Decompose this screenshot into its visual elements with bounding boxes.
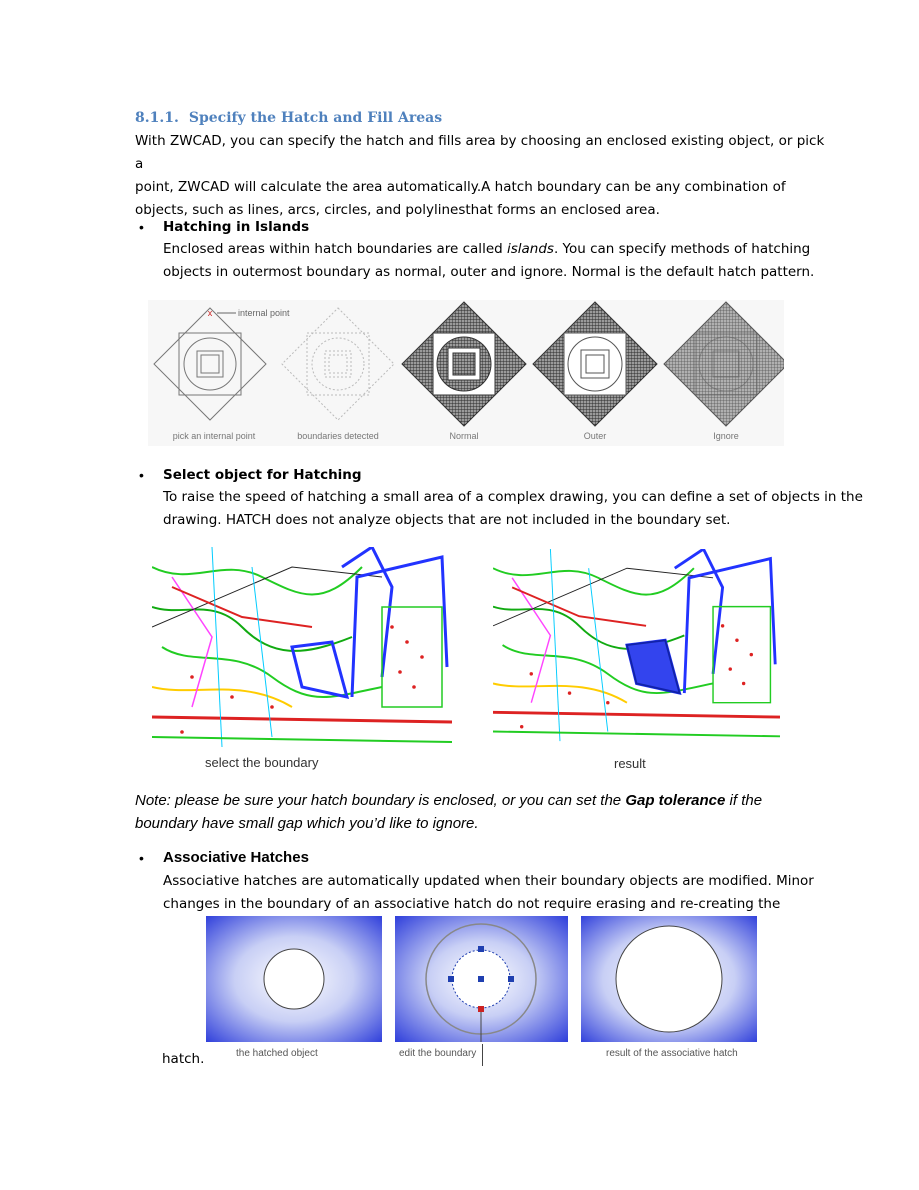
caption-hatched-object: the hatched object xyxy=(236,1048,318,1059)
section-number: 8.1.1. xyxy=(135,110,179,126)
island-circle xyxy=(264,949,324,1009)
result-circle xyxy=(616,926,722,1032)
associative-line: changes in the boundary of an associative hatch do not require erasing and re-creating the xyxy=(163,896,781,912)
associative-title: Associative Hatches xyxy=(163,849,309,866)
bullet-dot: • xyxy=(139,219,144,235)
caption-associative-result: result of the associative hatch xyxy=(606,1048,738,1059)
bullet-dot: • xyxy=(139,467,144,483)
assoc-result-image xyxy=(581,916,757,1042)
intro-line: With ZWCAD, you can specify the hatch and fills area by choosing an enclosed existing object, or pick a xyxy=(135,133,825,172)
section-heading xyxy=(135,110,442,126)
associative-line: Associative hatches are automatically updated when their boundary objects are modified. Minor xyxy=(163,873,814,889)
islands-figure xyxy=(148,300,784,446)
map-select-boundary-image xyxy=(152,547,452,750)
islands-paragraph xyxy=(163,238,863,284)
islands-title: Hatching in Islands xyxy=(163,219,310,235)
intro-paragraph xyxy=(135,130,835,222)
edit-pointer-line xyxy=(482,1044,483,1066)
note-paragraph: Note: please be sure your hatch boundary is enclosed, or you can set the Gap tolerance if the boundary have small gap which you’d like to ignore. xyxy=(135,792,763,832)
select-object-paragraph xyxy=(163,486,863,532)
section-title: Specify the Hatch and Fill Areas xyxy=(188,110,443,126)
caption-result: result xyxy=(614,756,646,771)
associative-paragraph xyxy=(163,870,863,916)
hatch-last-word: hatch. xyxy=(162,1051,205,1067)
assoc-hatched-object-image xyxy=(206,916,382,1042)
gap-tolerance-term: Gap tolerance xyxy=(625,792,726,809)
select-object-line: To raise the speed of hatching a small area of a complex drawing, you can define a set of objects in the xyxy=(163,489,863,505)
select-object-title: Select object for Hatching xyxy=(163,467,362,483)
caption-outer: Outer xyxy=(583,431,607,441)
caption-edit-boundary: edit the boundary xyxy=(399,1048,477,1059)
intro-line: point, ZWCAD will calculate the area automatically.A hatch boundary can be any combination of xyxy=(135,179,786,195)
bullet-dot: • xyxy=(139,850,144,866)
caption-boundaries: boundaries detected xyxy=(297,431,379,441)
select-object-line: drawing. HATCH does not analyze objects that are not included in the boundary set. xyxy=(163,512,731,528)
map-result-image xyxy=(493,549,780,744)
active-grip-icon xyxy=(478,1006,484,1012)
islands-line: Enclosed areas within hatch boundaries are called islands. You can specify methods of hatching xyxy=(163,241,811,257)
assoc-edit-boundary-image xyxy=(395,916,568,1042)
islands-term: islands xyxy=(506,241,554,257)
caption-select-boundary: select the boundary xyxy=(205,755,319,770)
caption-normal: Normal xyxy=(449,431,479,441)
islands-line: objects in outermost boundary as normal, outer and ignore. Normal is the default hatch pattern. xyxy=(163,264,815,280)
svg-text:x: x xyxy=(207,308,213,318)
caption-pick: pick an internal point xyxy=(172,431,256,441)
intro-line: objects, such as lines, arcs, circles, and polylinesthat forms an enclosed area. xyxy=(135,202,660,218)
caption-ignore: Ignore xyxy=(713,431,739,441)
internal-point-callout: internal point xyxy=(238,308,290,318)
